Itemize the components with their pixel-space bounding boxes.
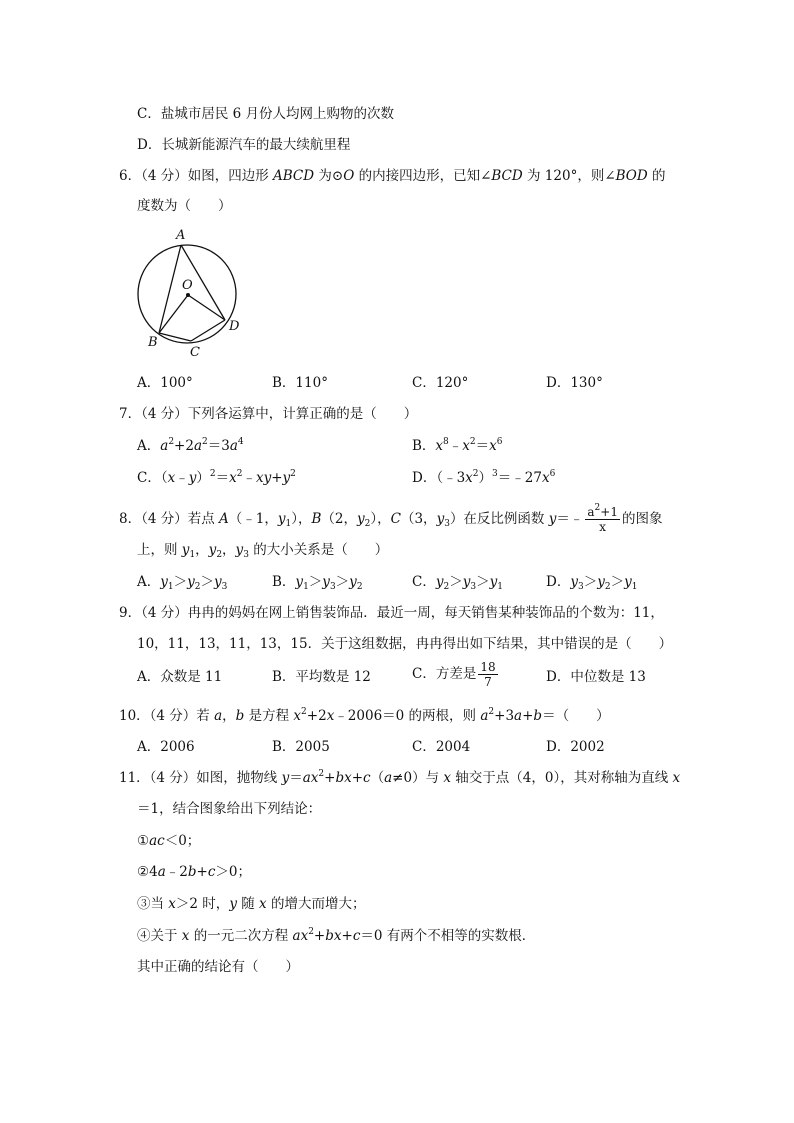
q9-option-a: A．众数是 11: [137, 669, 223, 685]
label-o: O: [182, 278, 193, 293]
q6-circle-figure: [128, 224, 256, 360]
q11-conclusion-1: ①ac＜0；: [137, 833, 201, 849]
q9-stem-line2: 10，11，13，11，13，15．关于这组数据，冉冉得出如下结果，其中错误的是（ ）: [137, 636, 673, 652]
q9-stem-line1: 9．（4 分）冉冉的妈妈在网上销售装饰品．最近一周，每天销售某种装饰品的个数为：11，: [119, 605, 664, 621]
q9-option-c: C．方差是 $\frac{18}{7}$: [412, 660, 496, 689]
q10-option-b: B．2005: [272, 739, 330, 755]
q10-option-a: A．2006: [137, 739, 195, 755]
q11-conclusion-2: ②4a﹣2b+c＞0；: [137, 864, 251, 880]
center-point-o: [186, 293, 190, 297]
q10-option-c: C．2004: [412, 739, 471, 755]
q7-stem: 7．（4 分）下列各运算中，计算正确的是（ ）: [119, 406, 418, 422]
q7-option-b: B．$x^8﹣x^2=x^6$: [412, 437, 503, 454]
q5-option-c: C．盐城市居民 6 月份人均网上购物的次数: [137, 106, 395, 122]
label-d: D: [229, 319, 240, 334]
q8-option-a: A．$y_1>y_2>y_3$: [137, 574, 228, 592]
q6-stem-line1: 6．（4 分）如图，四边形 ABCD 为⊙O 的内接四边形，已知∠BCD 为 120°，则∠BOD 的: [119, 168, 666, 184]
q5-option-d: D．长城新能源汽车的最大续航里程: [137, 137, 351, 153]
q8-stem-line1: 8．（4 分）若点 A（﹣1，$y_1$），B（2，$y_2$），C（3，$y_3$）在反比例函数 y＝﹣ $\frac{a^2+1}{x}$ 的图象: [119, 503, 663, 534]
q9-variance-fraction: $\frac{18}{7}$: [480, 660, 496, 689]
q11-answer-prompt: 其中正确的结论有（ ）: [137, 959, 299, 975]
q7-option-a: A．$a^2+2a^2=3a^4$: [137, 437, 244, 454]
q10-option-d: D．2002: [546, 739, 605, 755]
q8-option-d: D．$y_3>y_2>y_1$: [546, 574, 638, 592]
q6-option-b: B．110°: [272, 375, 328, 391]
q6-option-a: A．100°: [137, 375, 193, 391]
q8-fraction: $\frac{a^2+1}{x}$: [587, 503, 618, 534]
label-b: B: [148, 335, 158, 350]
q10-stem: 10．（4 分）若 a，b 是方程 $x^2+2x﹣2006=0$ 的两根，则 $a^2+3a+b=$（ ）: [119, 707, 610, 724]
segment-ab: [159, 245, 181, 333]
q6-stem-line2: 度数为（ ）: [137, 198, 232, 214]
q6-option-d: D．130°: [546, 375, 603, 391]
q11-conclusion-4: ④关于 x 的一元二次方程 $ax^2+bx+c=0$ 有两个不相等的实数根．: [137, 927, 536, 944]
q9-option-b: B．平均数是 12: [272, 669, 371, 685]
q8-option-c: C．$y_2>y_3>y_1$: [412, 574, 503, 592]
segment-od: [188, 295, 225, 320]
q11-stem-line1: 11．（4 分）如图，抛物线 $y=ax^2+bx+c(a\ne 0)$与 x 轴交于点（4，0），其对称轴为直线 x: [119, 769, 681, 786]
label-c: C: [190, 345, 200, 360]
q8-stem-line2: 上，则 $y_1$，$y_2$，$y_3$ 的大小关系是（ ）: [137, 542, 389, 560]
q7-option-c: C．$(x﹣y)^2=x^2﹣xy+y^2$: [137, 469, 296, 486]
q11-conclusion-3: ③当 x＞2 时，y 随 x 的增大而增大；: [137, 896, 366, 912]
q8-option-b: B．$y_1>y_3>y_2$: [272, 574, 363, 592]
q7-option-d: D．$(﹣3x^2)^3=﹣27x^6$: [412, 469, 556, 486]
label-a: A: [176, 228, 186, 243]
q9-option-d: D．中位数是 13: [546, 669, 646, 685]
q11-stem-line2: ＝1，结合图象给出下列结论：: [137, 801, 322, 817]
q6-option-c: C．120°: [412, 375, 469, 391]
